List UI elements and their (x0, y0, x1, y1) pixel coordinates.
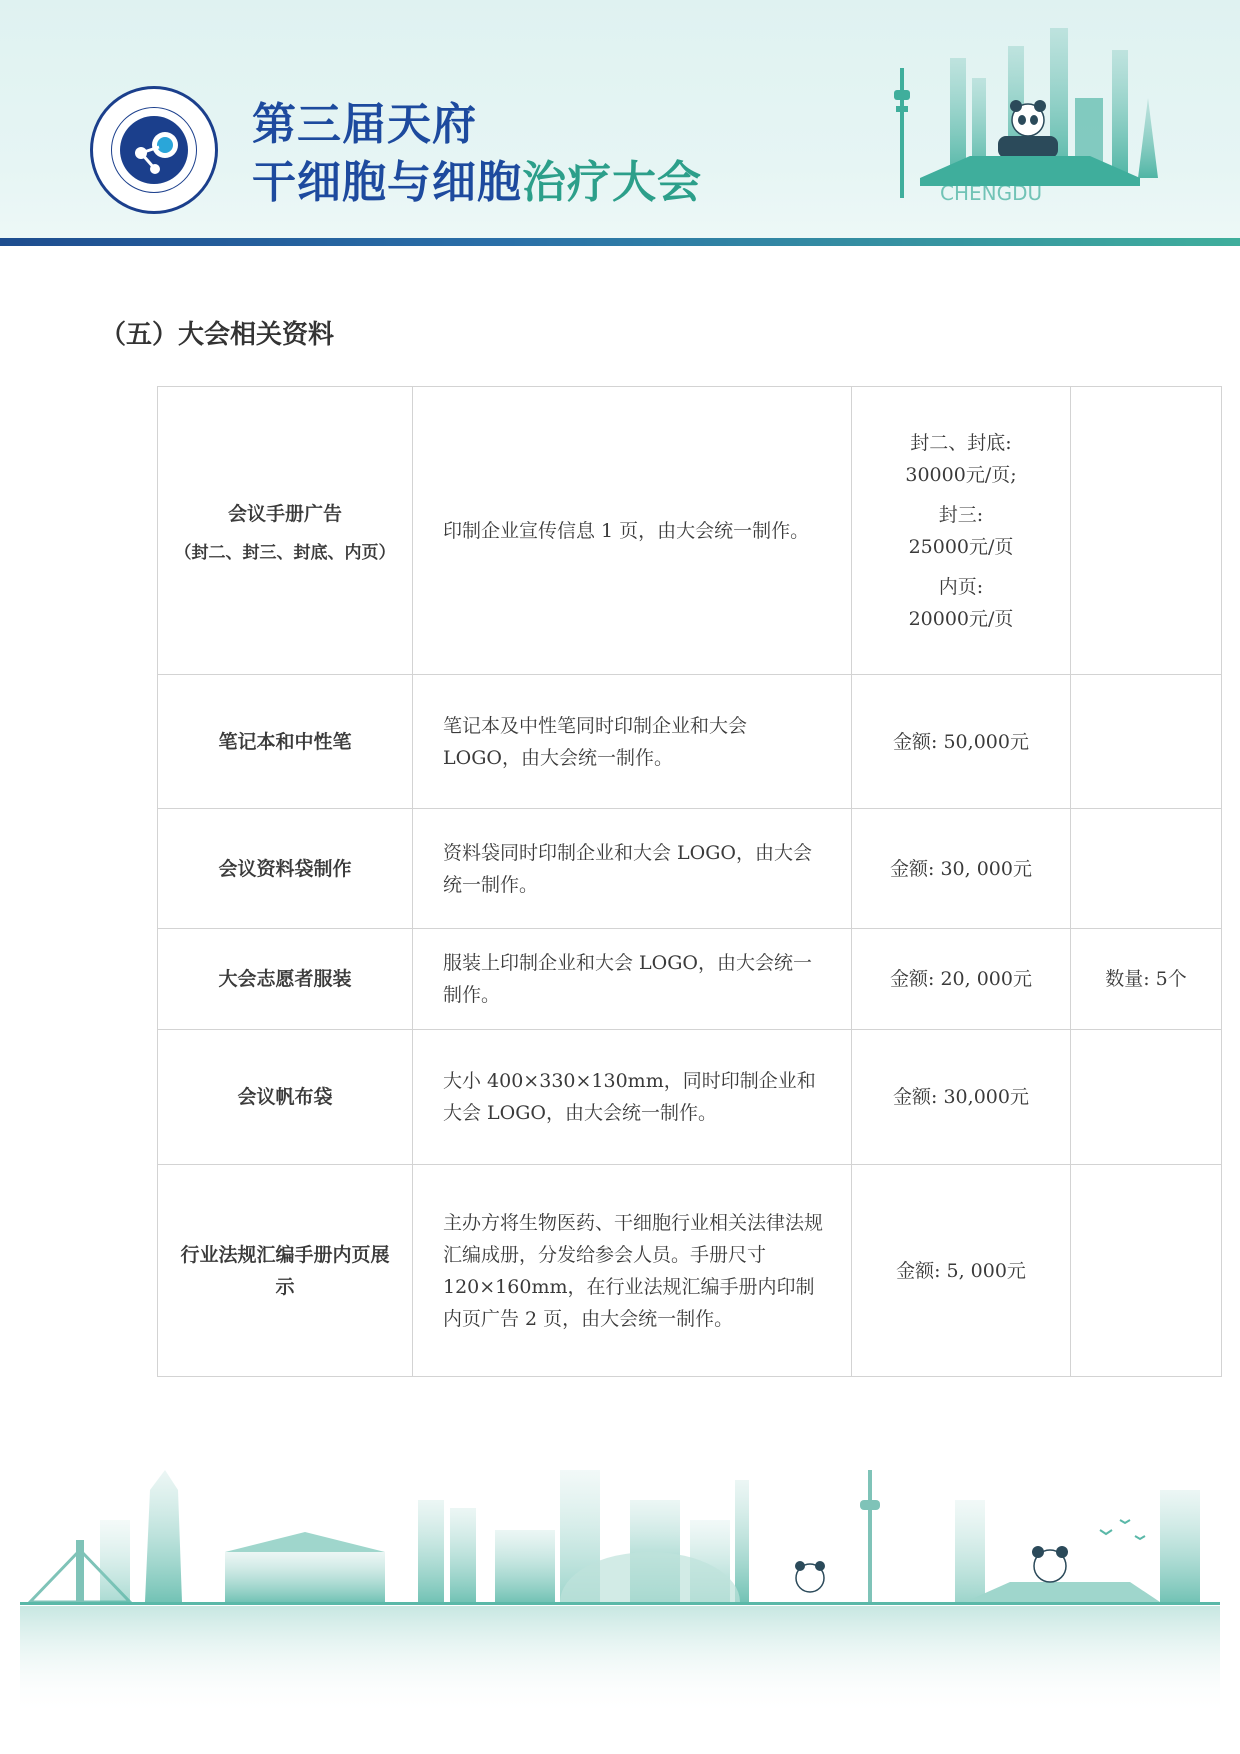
title-line-2-part-b: 治疗大会 (522, 157, 702, 208)
table-row (158, 1030, 1222, 1165)
item-subtitle: （封二、封三、封底、内页） (174, 542, 396, 563)
item-name: 会议手册广告 (227, 502, 342, 525)
item-description: 笔记本及中性笔同时印制企业和大会 LOGO，由大会统一制作。 (413, 675, 852, 809)
item-price: 金额: 30,000元 (852, 1030, 1071, 1165)
price-tier-value: 30000元/页; (905, 463, 1017, 486)
item-description: 资料袋同时印制企业和大会 LOGO，由大会统一制作。 (413, 809, 852, 929)
item-quantity (1071, 809, 1222, 929)
item-quantity: 数量: 5个 (1071, 929, 1222, 1030)
association-logo (90, 86, 218, 214)
table-row (158, 675, 1222, 809)
conference-title (252, 96, 702, 212)
title-line-1: 第三届天府 (252, 99, 477, 150)
item-name: 笔记本和中性笔 (158, 675, 413, 809)
item-price: 金额: 20, 000元 (852, 929, 1071, 1030)
item-price: 金额: 5, 000元 (852, 1165, 1071, 1377)
price-tier-value: 20000元/页 (908, 607, 1014, 630)
page-header (0, 0, 1240, 238)
item-description: 印制企业宣传信息 1 页，由大会统一制作。 (413, 387, 852, 675)
price-tier-label: 内页: (938, 575, 984, 598)
header-divider (0, 238, 1240, 246)
item-name: 会议资料袋制作 (158, 809, 413, 929)
item-quantity (1071, 675, 1222, 809)
table-row (158, 809, 1222, 929)
footer-skyline-illustration (0, 1470, 1240, 1754)
item-quantity (1071, 387, 1222, 675)
price-tier-label: 封三: (938, 503, 984, 526)
table-row (158, 387, 1222, 675)
item-description: 服装上印制企业和大会 LOGO，由大会统一制作。 (413, 929, 852, 1030)
section-heading: （五）大会相关资料 (100, 320, 335, 350)
item-price-cell (852, 387, 1071, 675)
price-tier (853, 427, 1069, 491)
table-row (158, 929, 1222, 1030)
item-description: 主办方将生物医药、干细胞行业相关法律法规汇编成册，分发给参会人员。手册尺寸 120×160mm，在行业法规汇编手册内印制内页广告 2 页，由大会统一制作。 (413, 1165, 852, 1377)
item-price: 金额: 30, 000元 (852, 809, 1071, 929)
item-quantity (1071, 1165, 1222, 1377)
price-tier (853, 571, 1069, 635)
item-quantity (1071, 1030, 1222, 1165)
chengdu-skyline-illustration (880, 28, 1180, 208)
price-tier-value: 25000元/页 (908, 535, 1014, 558)
item-name: 大会志愿者服装 (158, 929, 413, 1030)
item-name: 会议帆布袋 (158, 1030, 413, 1165)
item-name-cell (158, 387, 413, 675)
cell-network-icon (93, 89, 215, 211)
item-name: 行业法规汇编手册内页展示 (158, 1165, 413, 1377)
title-line-2 (252, 154, 702, 212)
title-line-2-part-a: 干细胞与细胞 (252, 157, 522, 208)
sponsorship-items-table (157, 386, 1222, 1377)
item-price: 金额: 50,000元 (852, 675, 1071, 809)
table-row (158, 1165, 1222, 1377)
price-tier (853, 499, 1069, 563)
item-description: 大小 400×330×130mm，同时印制企业和大会 LOGO，由大会统一制作。 (413, 1030, 852, 1165)
city-label: CHENGDU (940, 181, 1043, 205)
price-tier-label: 封二、封底: (910, 431, 1012, 454)
